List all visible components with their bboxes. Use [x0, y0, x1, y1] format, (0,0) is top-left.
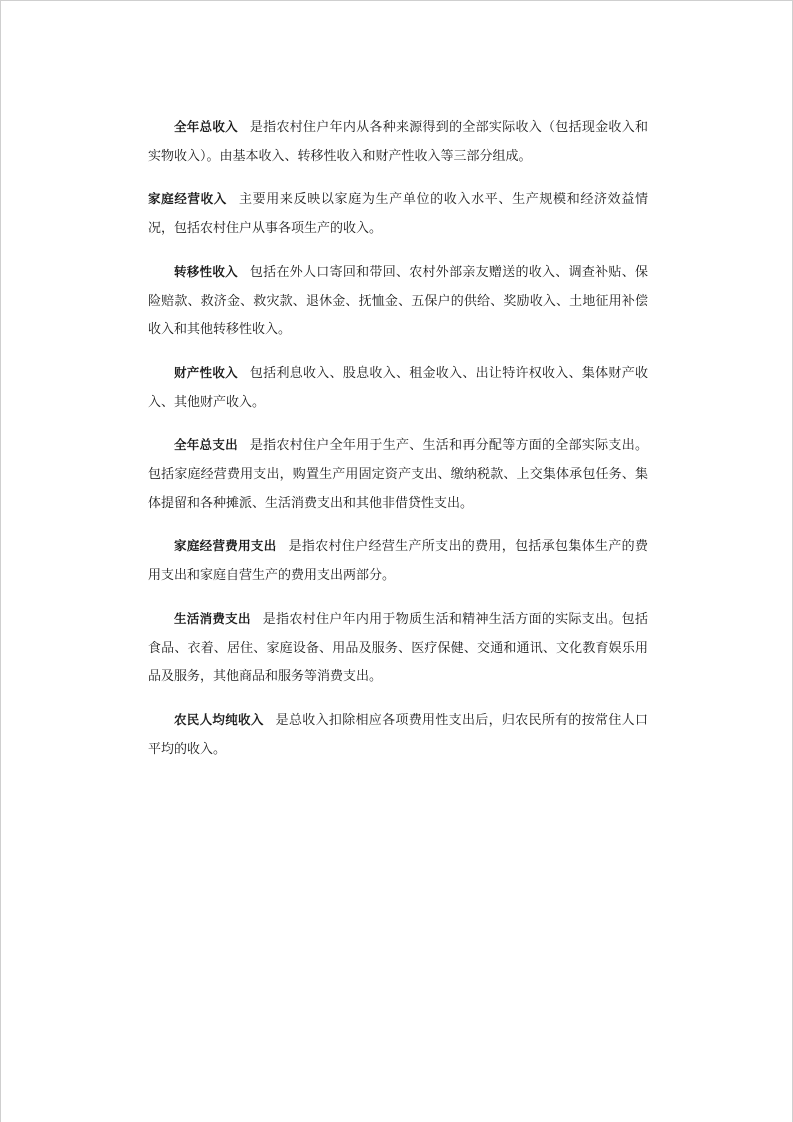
- definition-household-operation-expenses: [148, 532, 648, 590]
- definition-text: 主要用来反映以家庭为生产单位的收入水平、生产规模和经济效益情况，包括农村住户从事各项生产的收入。: [148, 192, 648, 237]
- definition-property-income: [148, 359, 648, 417]
- definition-text: 包括在外人口寄回和带回、农村外部亲友赠送的收入、调查补贴、保险赔款、救济金、救灾款、退休金、抚恤金、五保户的供给、奖励收入、土地征用补偿收入和其他转移性收入。: [148, 264, 648, 338]
- definition-text: 是指农村住户全年用于生产、生活和再分配等方面的全部实际支出。包括家庭经营费用支出，购置生产用固定资产支出、缴纳税款、上交集体承包任务、集体提留和各种摊派、生活消费支出和其他非借贷性支出。: [148, 438, 648, 511]
- term-label: 家庭经营费用支出: [174, 538, 277, 554]
- term-label: 转移性收入: [174, 263, 238, 279]
- term-label: 财产性收入: [174, 364, 238, 380]
- term-label: 农民人均纯收入: [174, 711, 264, 727]
- definition-transfer-income: [148, 258, 648, 345]
- definition-text: 是指农村住户年内从各种来源得到的全部实际收入（包括现金收入和实物收入）。由基本收入、转移性收入和财产性收入等三部分组成。: [148, 120, 648, 164]
- definition-text: 是指农村住户年内用于物质生活和精神生活方面的实际支出。包括食品、衣着、居住、家庭设备、用品及服务、医疗保健、交通和通讯、文化教育娱乐用品及服务，其他商品和服务等消费支出。: [148, 611, 648, 685]
- definition-text: 是总收入扣除相应各项费用性支出后，归农民所有的按常住人口平均的收入。: [148, 712, 648, 757]
- definition-per-capita-net-income: [148, 706, 648, 764]
- term-label: 全年总收入: [174, 119, 238, 134]
- definition-total-expenditure: [148, 431, 648, 518]
- definition-text: 包括利息收入、股息收入、租金收入、出让特许权收入、集体财产收入、其他财产收入。: [148, 365, 648, 410]
- definition-total-income: [148, 113, 648, 171]
- definition-household-operation-income: [148, 185, 648, 243]
- term-label: 全年总支出: [174, 437, 238, 453]
- term-label: 生活消费支出: [174, 610, 251, 626]
- definition-living-consumption-expenditure: [148, 605, 648, 692]
- term-label: 家庭经营收入: [148, 191, 227, 207]
- definition-text: 是指农村住户经营生产所支出的费用，包括承包集体生产的费用支出和家庭自营生产的费用支出两部分。: [148, 539, 648, 584]
- document-body: [148, 113, 648, 778]
